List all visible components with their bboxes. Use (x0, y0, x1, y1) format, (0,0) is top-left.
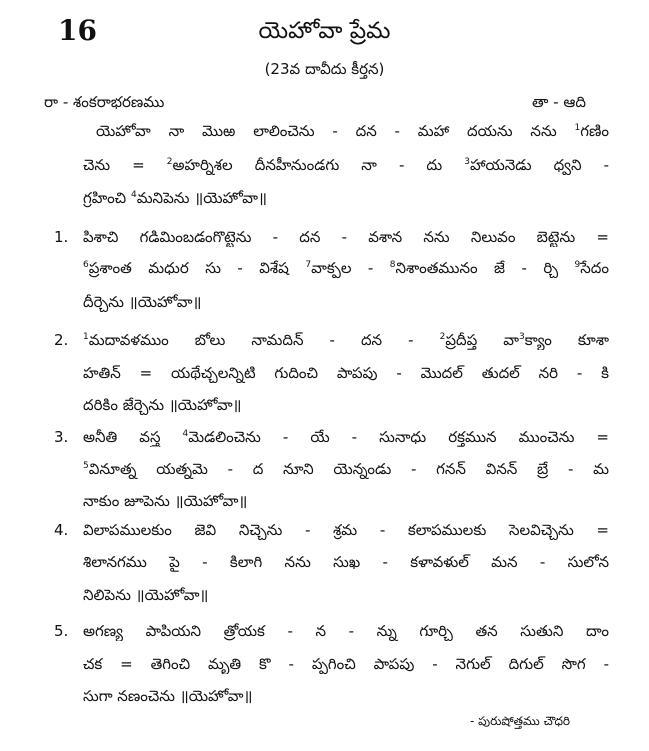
verse-line (83, 363, 609, 383)
verse-line (83, 330, 609, 350)
footnote-marker: 9 (574, 260, 581, 270)
verse-number: 2. (54, 331, 69, 349)
footnote-marker: 3 (519, 332, 525, 342)
lyric-text: గ్రహించి (83, 189, 131, 207)
lyric-text: నిలిపెను ॥యెహోవా॥ (83, 586, 209, 604)
lyric-text: హాయనెడు ధ్వని - (469, 156, 609, 174)
lyric-text: మనిపెను ॥యెహోవా॥ (136, 189, 267, 207)
footnote-marker: 5 (83, 461, 89, 471)
lyric-text: విలాపములకుం జెవి నిచ్చెను - శ్రమ - కలాపములకు సెలవిచ్చెను = (83, 521, 609, 539)
verse-line (83, 395, 609, 415)
verse-line (83, 459, 609, 479)
verse-line (83, 621, 609, 641)
footnote-marker: 4 (182, 429, 189, 439)
pallavi-line (83, 155, 609, 175)
lyric-text: పిశాచి గడిమింబడంగొట్టెను - దన - వశాన నను నిలువం బెట్టెను = (83, 228, 609, 246)
lyric-text: చెను = (83, 156, 167, 174)
verse-line (83, 654, 609, 674)
lyric-text: అనీతి వస్త్ర (83, 428, 183, 446)
lyric-text: శిలానగము పై - కిలాగి నను సుఖ - కళావళుల్ మన - సులోన (83, 553, 609, 571)
verse-number: 1. (54, 228, 69, 246)
lyric-text: క్యాం కూశా (524, 331, 609, 349)
lyric-text: చక = తెగించి మృతి కొ - ప్పగించి పాపపు - నెగుల్ దిగుల్ సొగ - (83, 655, 609, 673)
verse-number: 4. (54, 521, 69, 539)
tala-label: తా - ఆది (532, 93, 586, 111)
lyric-text: సుగా నణంచెను ॥యెహోవా॥ (83, 687, 253, 705)
author-credit: - పురుషోత్తము చౌధరి (470, 714, 571, 728)
lyric-text: వినూత్న యత్నమె - ద నూని యెన్నండు - గనన్ వినన్ బ్రే - మ (88, 460, 609, 478)
lyric-text: అహర్నిశల దీనహీనుండగు నా - దు (172, 156, 465, 174)
song-title: యెహోవా ప్రేమ (258, 18, 391, 44)
raga-label: రా - శంకరాభరణము (44, 93, 165, 111)
song-number: 16 (58, 14, 97, 47)
lyric-text: అగణ్య పాపియని త్రోయక - న - న్ను గూర్చి తన సుతుని దాం (83, 622, 609, 640)
verse-line (83, 491, 609, 511)
verse-number: 5. (54, 622, 69, 640)
pallavi-line (83, 188, 609, 208)
song-subtitle: (23వ దావీదు కీర్తన) (264, 60, 385, 78)
verse-line (83, 686, 609, 706)
pallavi-line (96, 121, 609, 141)
verse-line (83, 552, 609, 572)
verse-line (83, 427, 609, 447)
lyric-text: ప్రశాంత మధుర సు - విశేష (88, 259, 306, 277)
lyric-text: గణిం (580, 122, 609, 140)
footnote-marker: 7 (305, 260, 312, 270)
lyric-text: మదావళముం బోలు నామదిన్ - దన - (88, 331, 440, 349)
lyric-text: హతిన్ = యథేచ్ఛలన్నిటి గుదించి పాపపు - మొదల్ తుదల్ నరి - కి (83, 364, 609, 382)
lyric-text: సేదం (580, 259, 609, 277)
footnote-marker: 6 (83, 260, 89, 270)
lyric-text: ప్రదీప్త వా (445, 331, 519, 349)
verse-line (83, 520, 609, 540)
footnote-marker: 3 (464, 157, 470, 167)
lyric-text: వాక్ఫల - (311, 259, 390, 277)
verse-line (83, 585, 609, 605)
verse-line (83, 258, 609, 278)
lyric-text: మెడలించెను - యే - సునాధు రక్తమున ముంచెను = (188, 428, 609, 446)
lyric-text: దీర్చెను ॥యెహోవా॥ (83, 293, 202, 311)
footnote-marker: 1 (574, 123, 581, 133)
lyric-text: దరికిం జేర్చెను ॥యెహోవా॥ (83, 396, 242, 414)
footnote-marker: 8 (389, 260, 396, 270)
verse-line (83, 292, 609, 312)
lyric-text: యెహోవా నా మొఱ లాలించెను - దన - మహా దయను నను (96, 122, 575, 140)
lyric-text: నిశాంతమునం జే - ర్చి (395, 259, 575, 277)
footnote-marker: 2 (166, 157, 173, 167)
lyric-text: నాకుం జూపెను ॥యెహోవా॥ (83, 492, 248, 510)
footnote-marker: 4 (130, 190, 137, 200)
footnote-marker: 1 (83, 332, 89, 342)
verse-number: 3. (54, 428, 69, 446)
footnote-marker: 2 (439, 332, 446, 342)
verse-line (83, 227, 609, 247)
